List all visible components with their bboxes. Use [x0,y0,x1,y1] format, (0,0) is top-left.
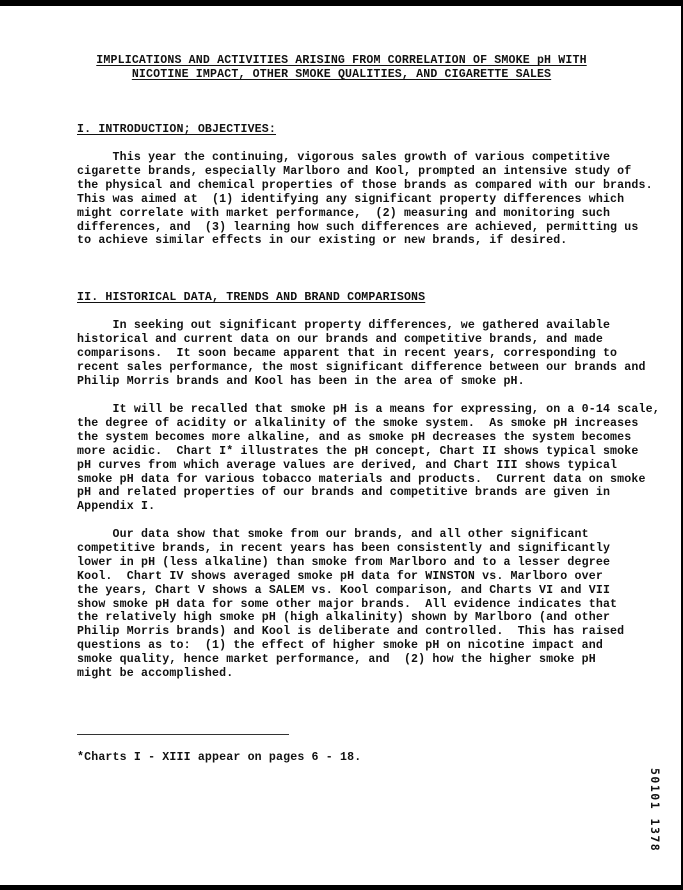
footnote-divider [77,734,289,735]
paragraph-historical-3: Our data show that smoke from our brands, and all other significant competitive brands, in recent years has been consistently and significantly lower in pH (less alkaline) than smoke from Marlboro and to a lesser degree Kool. Chart IV shows averaged smoke pH data for WINSTON vs. Marlboro over the years, Chart V shows a SALEM vs. Kool comparison, and Charts VI and VII show smoke pH data for some other major brands. All evidence indicates that the relatively high smoke pH (high alkalinity) shown by Marlboro (and other Philip Morris brands) and Kool is deliberate and controlled. This has raised questions as to: (1) the effect of higher smoke pH on nicotine impact and smoke quality, hence market performance, and (2) how the higher smoke pH might be accomplished. [77,528,625,681]
paragraph-introduction: This year the continuing, vigorous sales growth of various competitive cigarette brands, especially Marlboro and Kool, prompted an intensive study of the physical and chemical properties of those brands as compared with our brands. This was aimed at (1) identifying any significant property differences which might correlate with market performance, (2) measuring and monitoring such differences, and (3) learning how such differences are achieved, permitting us to achieve similar effects in our existing or new brands, if desired. [77,151,653,248]
paragraph-historical-2: It will be recalled that smoke pH is a means for expressing, on a 0-14 scale, the degree of acidity or alkalinity of the smoke system. As smoke pH increases the system becomes more alkaline, and as smoke pH decreases the system becomes more acidic. Chart I* illustrates the pH concept, Chart II shows typical smoke pH curves from which average values are derived, and Chart III shows typical smoke pH data for various tobacco materials and products. Current data on smoke pH and related properties of our brands and competitive brands are given in Appendix I. [77,403,660,514]
bates-number: 50101 1378 [648,768,662,853]
title-line-1: IMPLICATIONS AND ACTIVITIES ARISING FROM CORRELATION OF SMOKE pH WITH [96,54,587,67]
document-page [0,6,681,885]
title-line-2: NICOTINE IMPACT, OTHER SMOKE QUALITIES, AND CIGARETTE SALES [131,68,552,81]
document-title [0,54,683,82]
paragraph-historical-1: In seeking out significant property differences, we gathered available historical and current data on our brands and competitive brands, and made comparisons. It soon became apparent that in recent years, corresponding to recent sales performance, the most significant difference between our brands and Philip Morris brands and Kool has been in the area of smoke pH. [77,319,646,388]
section-heading-historical-data: II. HISTORICAL DATA, TRENDS AND BRAND COMPARISONS [77,291,426,304]
footnote: *Charts I - XIII appear on pages 6 - 18. [77,751,362,764]
section-heading-introduction: I. INTRODUCTION; OBJECTIVES: [77,123,277,136]
